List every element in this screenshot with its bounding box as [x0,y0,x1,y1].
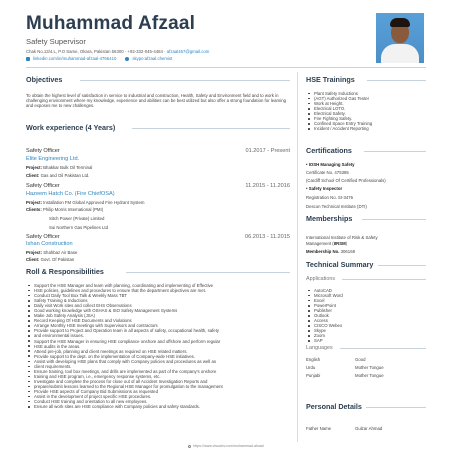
applications-rule [342,279,426,280]
objectives-heading: Objectives [26,75,63,84]
objectives-rule [80,80,290,81]
list-item: (AGT) Authorized Gas Tester [306,96,426,101]
list-item: Skype [306,328,426,333]
list-item: Conduct HSE training and orientation to all new employees. [26,399,296,404]
list-item: Publisher [306,308,426,313]
candidate-role: Safety Supervisor [26,37,86,46]
job-date: 06.2013 - 11.2015 [245,234,290,240]
technical-heading: Technical Summary [306,260,374,269]
technical-rule [378,265,426,266]
job-title: Safety Officer [26,148,60,154]
list-item: Conduct Daily Tool Box Talk & Weekly Mass TBT [26,293,296,298]
list-item: HSE policies, guidelines and procedures to ensure that the department objectives are met. [26,288,296,293]
list-item: Microsoft Word [306,293,426,298]
list-item: Assist in the development of project specific HSE procedures. [26,394,296,399]
certifications-rule [364,151,426,152]
job-company[interactable]: Ishan Construction [26,241,73,247]
language-name: Urdu [306,365,316,370]
language-name: English [306,357,321,362]
certifications-heading: Certifications [306,146,352,155]
list-item: Good working knowledge with OSHAS & ISO Safety Management Systems [26,308,296,313]
list-item: Record Keeping Of HSE Documents and Violations [26,318,296,323]
footer-link[interactable]: https://www.visualcv.com/muhammad-afzaal [193,444,264,448]
list-item: Incident / Accident Reporting [306,126,426,131]
list-item: HSE audits in the areas. [26,344,296,349]
list-item: Fire Fighting Safety. [306,116,426,121]
list-item: Outlook [306,313,426,318]
experience-rule [132,128,290,129]
list-item: and environmental issues. [26,333,296,338]
job-company[interactable]: Hazeem Hatch Co. (Fire ChiefOSA) [26,191,115,197]
personal-rule [366,407,426,408]
list-item: client requirements. [26,364,296,369]
certification-name: • IOSH Managing Safety [306,162,355,167]
father-name-value: Gulzar Ahmad [355,426,383,431]
column-divider [297,72,298,442]
list-item: Provide support to Project and Operation team in all aspects of safety, occupational health, safety [26,328,296,333]
list-item: Attend pre-job, planning and client meetings as required on HSE related matters. [26,349,296,354]
job-company[interactable]: Elite Engineering Ltd. [26,156,80,162]
job-client-extra: Sitch Power (Private) Limited [49,216,105,221]
job-title: Safety Officer [26,234,60,240]
linkedin-link[interactable]: linkedin.com/in/muhammad-afzaal-4766410 [33,56,117,61]
list-item: Arrange Monthly HSE meetings with Supervisors and contractors [26,323,296,328]
list-item: Work at Height. [306,101,426,106]
memberships-heading: Memberships [306,214,353,223]
skype-icon [125,57,129,61]
languages-rule [340,348,426,349]
job-project: Project: Shahbaz Air Base [26,250,78,255]
list-item: Ensure all work sites are HSE compliance with Company policies and safety standards. [26,404,296,409]
list-item: Support the HSE Manager and team with planning, coordinating and implementing of Effective [26,283,296,288]
applications-list [306,288,426,344]
list-item: CISCO Webex [306,323,426,328]
job-title: Safety Officer [26,183,60,189]
footer [0,444,452,448]
trainings-heading: HSE Trainings [306,75,355,84]
applications-heading: Applications [306,276,336,282]
job-client-extra: Sui Northern Gas Pipelines Ltd [49,225,108,230]
certification-name: • Safety Inspector [306,186,343,191]
job-project: Project: Bhakkar Bulk Oil Terminal [26,165,93,170]
list-item: Electrical Safety. [306,111,426,116]
job-project: Project: Installation FM Global Approved Fire Hydrant System [26,200,145,205]
list-item: Provide HSE aspects of Company Bid Submissions as requested [26,389,296,394]
list-item: Confined Space Entry Training [306,121,426,126]
membership-org-abbr: Management (IIRSM) [306,241,348,246]
membership-org: International Institute of Risk & Safety [306,235,378,240]
contact-line [26,49,209,54]
header-divider [26,67,426,68]
list-item: Electrical LOTO. [306,106,426,111]
certification-issuer: Descon Technical Institute (DTI) [306,204,367,209]
list-item: AutoCAD [306,288,426,293]
job-date: 01.2017 - Present [245,148,290,154]
father-name-label: Father Name [306,426,332,431]
language-name: Punjabi [306,373,321,378]
job-client: Client: Gas and Oil Pakistan Ltd. [26,173,90,178]
list-item: Excel [306,298,426,303]
photo-hair [390,18,410,27]
candidate-name: Muhammad Afzaal [26,13,196,34]
contact-address-phone: Chak No.13/4.L, P.O Same, Okara, Pakistan 56300 · +92-332-045-4484 · [26,49,167,54]
membership-number: Membership No. 306168 [306,249,355,254]
certification-number: Registration No. SI-3476 [306,195,354,200]
job-client: Client: Govt. Of Pakistan [26,257,75,262]
language-level: Good [355,357,366,362]
memberships-rule [362,219,426,220]
personal-heading: Personal Details [306,402,362,411]
trainings-rule [367,80,426,81]
linkedin-icon [26,57,30,61]
trainings-list [306,91,426,131]
social-links [26,56,172,61]
job-date: 11.2015 - 11.2016 [245,183,290,189]
list-item: training and HSE program, i.e., emergency response systems, etc. [26,374,296,379]
language-level: Mother Tongue [355,373,384,378]
certification-issuer: (Cardiff School Of Certified Professionals) [306,178,386,183]
language-level: Mother Tongue [355,365,384,370]
objectives-text: To obtain the highest level of satisfaction in service to industrial and construction, Health, Safety and Environment field and to work in challenging environment where my knowledge, experience and abilities can be best utilized but also offer a strong foundation for learning and exposes me to new challenges. [26,93,287,109]
list-item: Ensure training, tool box meetings, and drills are implemented as part of the company's onshore [26,369,296,374]
responsibilities-heading: Roll & Responsibilities [26,267,104,276]
job-client: Clients: Philip Morris International (PMI) [26,207,104,212]
list-item: Make Job Safety Analysis (JSA) [26,313,296,318]
languages-heading: Languages [306,345,333,351]
list-item: Daily visit Work sites and collect EHS Observations [26,303,296,308]
skype-link[interactable]: skype:afzaal.chemist [132,56,173,61]
globe-icon [188,445,191,448]
list-item: Investigate and complete the process for close out of all Accident Investigation Reports and [26,379,296,384]
experience-heading: Work experience (4 Years) [26,123,116,132]
photo-shirt [381,44,419,63]
list-item: PowerPoint [306,303,426,308]
responsibilities-list [26,283,296,409]
list-item: prepare/submit lessons learned to the Regional HSE Manager for promulgation to the management [26,384,296,389]
certification-number: Certificate No. 475385 [306,170,349,175]
email-link[interactable]: afzaal467@gmail.com [166,49,210,54]
list-item: Support the HSE Manager in ensuring HSE compliance onshore and offshore and perform regular [26,339,296,344]
responsibilities-rule [126,272,290,273]
list-item: SAP [306,338,426,343]
list-item: Zoom [306,333,426,338]
list-item: Plant Safety Inductions [306,91,426,96]
list-item: Assist with developing HSE plans that comply with Company policies and procedures as well as [26,359,296,364]
list-item: Access [306,318,426,323]
profile-photo [376,13,424,63]
list-item: Provide support to the dept. on the implementation of Company-wide HSE initiatives. [26,354,296,359]
list-item: Safety Training & Inductions [26,298,296,303]
